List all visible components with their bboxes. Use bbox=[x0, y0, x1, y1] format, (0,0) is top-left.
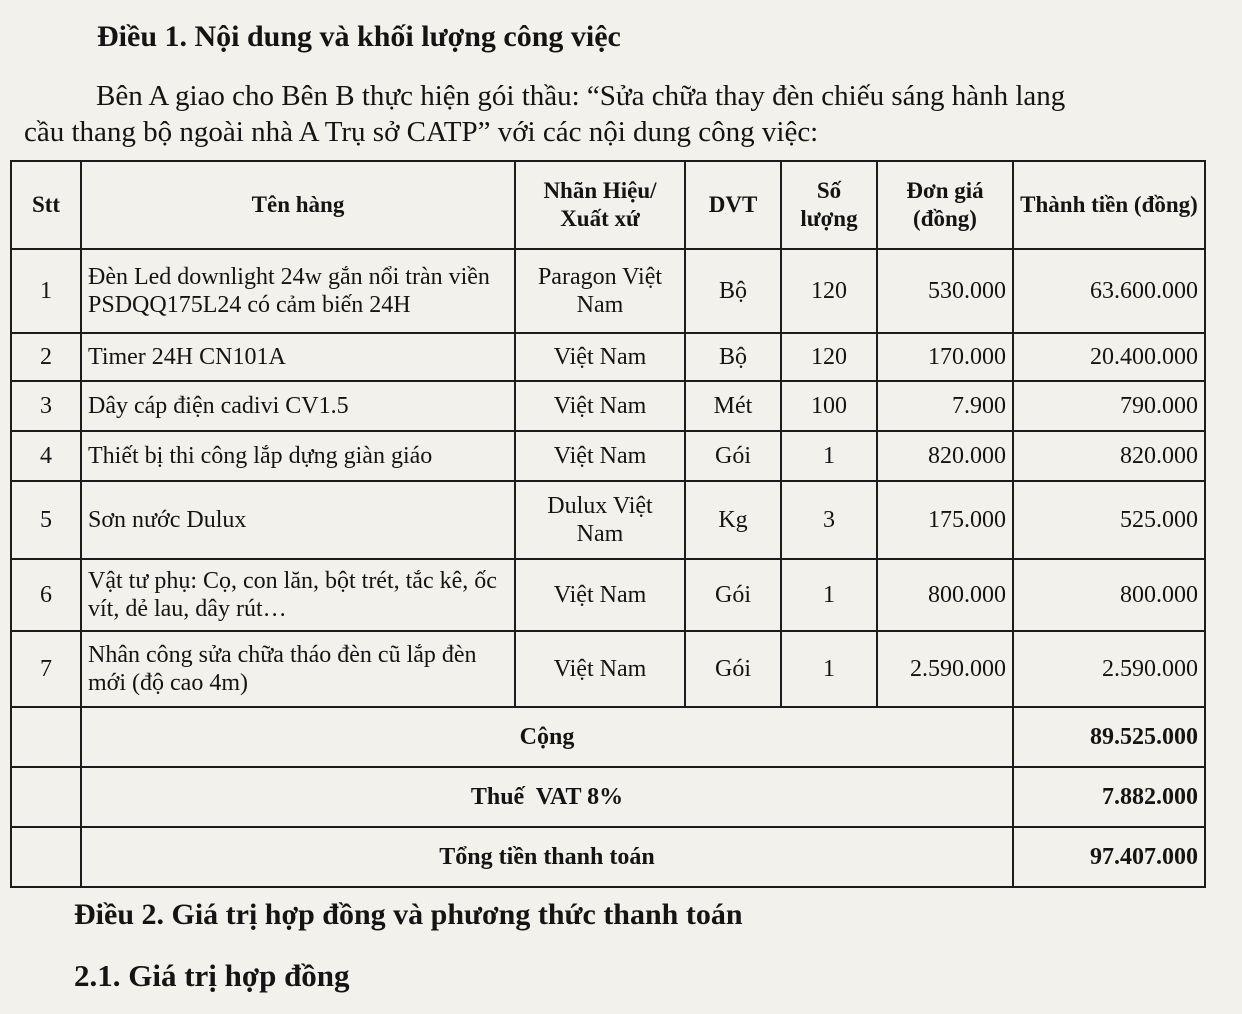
cell-brand: Việt Nam bbox=[515, 431, 685, 481]
section-2-1-title: 2.1. Giá trị hợp đồng bbox=[74, 958, 350, 993]
cell-brand: Paragon Việt Nam bbox=[515, 249, 685, 333]
cell-qty: 1 bbox=[781, 559, 877, 631]
header-stt: Stt bbox=[11, 161, 81, 249]
header-brand: Nhãn Hiệu/ Xuất xứ bbox=[515, 161, 685, 249]
header-name: Tên hàng bbox=[81, 161, 515, 249]
cell-stt: 2 bbox=[11, 333, 81, 381]
cell-price: 7.900 bbox=[877, 381, 1013, 431]
cell-qty: 1 bbox=[781, 431, 877, 481]
cell-unit: Bộ bbox=[685, 249, 781, 333]
cell-empty bbox=[11, 827, 81, 887]
table-row bbox=[11, 559, 1205, 631]
table-row bbox=[11, 249, 1205, 333]
cell-amount: 63.600.000 bbox=[1013, 249, 1205, 333]
cell-amount: 20.400.000 bbox=[1013, 333, 1205, 381]
subtotal-row bbox=[11, 707, 1205, 767]
header-qty: Số lượng bbox=[781, 161, 877, 249]
cell-name: Dây cáp điện cadivi CV1.5 bbox=[81, 381, 515, 431]
cell-amount: 525.000 bbox=[1013, 481, 1205, 559]
cell-unit: Bộ bbox=[685, 333, 781, 381]
cell-qty: 3 bbox=[781, 481, 877, 559]
cell-name: Vật tư phụ: Cọ, con lăn, bột trét, tắc kê, ốc vít, dẻ lau, dây rút… bbox=[81, 559, 515, 631]
intro-paragraph bbox=[24, 78, 1204, 150]
cell-stt: 4 bbox=[11, 431, 81, 481]
cell-brand: Việt Nam bbox=[515, 559, 685, 631]
total-value: 97.407.000 bbox=[1013, 827, 1205, 887]
cell-name: Nhân công sửa chữa tháo đèn cũ lắp đèn mới (độ cao 4m) bbox=[81, 631, 515, 707]
items-table bbox=[10, 160, 1206, 888]
cell-name: Đèn Led downlight 24w gắn nổi tràn viền PSDQQ175L24 có cảm biến 24H bbox=[81, 249, 515, 333]
cell-stt: 1 bbox=[11, 249, 81, 333]
header-price: Đơn giá (đồng) bbox=[877, 161, 1013, 249]
cell-amount: 800.000 bbox=[1013, 559, 1205, 631]
cell-brand: Việt Nam bbox=[515, 333, 685, 381]
subtotal-label: Cộng bbox=[81, 707, 1013, 767]
cell-unit: Gói bbox=[685, 431, 781, 481]
cell-name: Sơn nước Dulux bbox=[81, 481, 515, 559]
table-row bbox=[11, 333, 1205, 381]
cell-name: Timer 24H CN101A bbox=[81, 333, 515, 381]
cell-empty bbox=[11, 707, 81, 767]
article-2-title: Điều 2. Giá trị hợp đồng và phương thức thanh toán bbox=[74, 898, 743, 931]
cell-unit: Kg bbox=[685, 481, 781, 559]
cell-qty: 100 bbox=[781, 381, 877, 431]
cell-brand: Dulux Việt Nam bbox=[515, 481, 685, 559]
cell-unit: Mét bbox=[685, 381, 781, 431]
vat-label: Thuế VAT 8% bbox=[81, 767, 1013, 827]
total-label: Tổng tiền thanh toán bbox=[81, 827, 1013, 887]
intro-line-2: cầu thang bộ ngoài nhà A Trụ sở CATP” với các nội dung công việc: bbox=[24, 116, 819, 148]
vat-row bbox=[11, 767, 1205, 827]
cell-stt: 6 bbox=[11, 559, 81, 631]
cell-price: 800.000 bbox=[877, 559, 1013, 631]
cell-name: Thiết bị thi công lắp dựng giàn giáo bbox=[81, 431, 515, 481]
cell-unit: Gói bbox=[685, 559, 781, 631]
cell-brand: Việt Nam bbox=[515, 631, 685, 707]
cell-stt: 5 bbox=[11, 481, 81, 559]
cell-amount: 2.590.000 bbox=[1013, 631, 1205, 707]
cell-price: 175.000 bbox=[877, 481, 1013, 559]
vat-value: 7.882.000 bbox=[1013, 767, 1205, 827]
cell-qty: 120 bbox=[781, 333, 877, 381]
table-row bbox=[11, 481, 1205, 559]
total-row bbox=[11, 827, 1205, 887]
table-row bbox=[11, 381, 1205, 431]
cell-brand: Việt Nam bbox=[515, 381, 685, 431]
cell-stt: 3 bbox=[11, 381, 81, 431]
header-amount: Thành tiền (đồng) bbox=[1013, 161, 1205, 249]
cell-amount: 790.000 bbox=[1013, 381, 1205, 431]
table-row bbox=[11, 431, 1205, 481]
cell-qty: 120 bbox=[781, 249, 877, 333]
cell-empty bbox=[11, 767, 81, 827]
cell-amount: 820.000 bbox=[1013, 431, 1205, 481]
cell-price: 2.590.000 bbox=[877, 631, 1013, 707]
cell-price: 530.000 bbox=[877, 249, 1013, 333]
cell-stt: 7 bbox=[11, 631, 81, 707]
cell-price: 820.000 bbox=[877, 431, 1013, 481]
header-unit: DVT bbox=[685, 161, 781, 249]
table-header-row bbox=[11, 161, 1205, 249]
subtotal-value: 89.525.000 bbox=[1013, 707, 1205, 767]
intro-line-1: Bên A giao cho Bên B thực hiện gói thầu: “Sửa chữa thay đèn chiếu sáng hành lang bbox=[96, 80, 1066, 112]
cell-price: 170.000 bbox=[877, 333, 1013, 381]
cell-qty: 1 bbox=[781, 631, 877, 707]
table-row bbox=[11, 631, 1205, 707]
article-1-title: Điều 1. Nội dung và khối lượng công việc bbox=[97, 20, 621, 53]
cell-unit: Gói bbox=[685, 631, 781, 707]
